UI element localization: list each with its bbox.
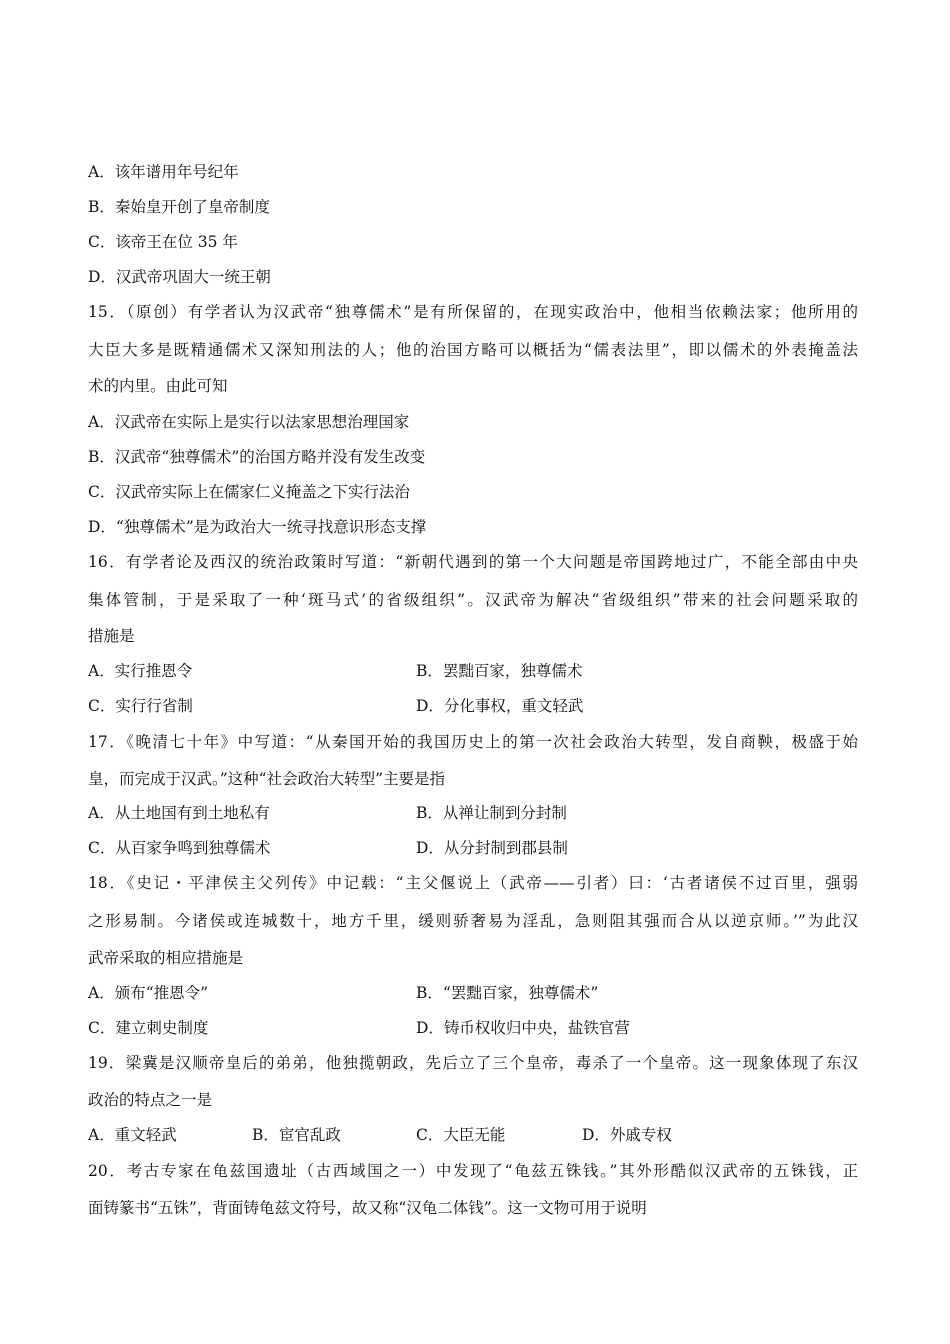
q17-stem-line-2: 皇，而完成于汉武。”这种“社会政治大转型”主要是指 — [88, 770, 446, 788]
q16-stem-line-3: 措施是 — [88, 627, 135, 645]
q15-stem-line-1: 15．（原创）有学者认为汉武帝“独尊儒术”是有所保留的，在现实政治中，他相当依赖法家；他所用的 — [88, 303, 858, 321]
q20-stem-line-2: 面铸篆书“五铢”，背面铸龟兹文符号，故又称“汉龟二体钱”。这一文物可用于说明 — [88, 1199, 647, 1217]
q19-stem-line-2: 政治的特点之一是 — [88, 1091, 213, 1109]
q18-stem-line-1: 18．《史记・平津侯主父列传》中记载：“主父偃说上（武帝——引者）曰：‘古者诸侯不过百里，强弱 — [88, 874, 858, 892]
q20-stem-line-1: 20．考古专家在龟兹国遗址（古西域国之一）中发现了“龟兹五铢钱。”其外形酷似汉武帝的五铢钱，正 — [88, 1162, 858, 1180]
q17-option-a: A．从土地国有到土地私有 — [88, 804, 270, 822]
q15-stem-line-2: 大臣大多是既精通儒术又深知刑法的人；他的治国方略可以概括为“儒表法里”，即以儒术的外表掩盖法 — [88, 341, 858, 359]
q15-option-c: C．汉武帝实际上在儒家仁义掩盖之下实行法治 — [88, 483, 410, 501]
q16-option-b: B．罢黜百家，独尊儒术 — [416, 662, 583, 680]
q17-options-row-2 — [88, 836, 858, 860]
q19-stem-line-1: 19．梁冀是汉顺帝皇后的弟弟，他独揽朝政，先后立了三个皇帝，毒杀了一个皇帝。这一现象体现了东汉 — [88, 1054, 858, 1072]
q15-option-a: A．汉武帝在实际上是实行以法家思想治理国家 — [88, 413, 410, 431]
q18-stem-line-2: 之形易制。今诸侯或连城数十，地方千里，缓则骄奢易为淫乱，急则阻其强而合从以逆京师。’”为此汉 — [88, 912, 858, 930]
q19-option-b: B．宦官乱政 — [252, 1126, 341, 1144]
q16-option-d: D．分化事权，重文轻武 — [416, 697, 584, 715]
q16-stem-line-2: 集体管制，于是采取了一种‘斑马式’的省级组织”。汉武帝为解决“省级组织”带来的社会问题采取的 — [88, 591, 858, 609]
q18-option-c: C．建立刺史制度 — [88, 1019, 209, 1037]
q18-options-row-2 — [88, 1016, 858, 1040]
q16-option-c: C．实行行省制 — [88, 697, 193, 715]
q19-options-row — [88, 1123, 858, 1147]
q14-option-c: C．该帝王在位 35 年 — [88, 233, 238, 251]
q16-option-a: A．实行推恩令 — [88, 662, 193, 680]
q15-stem-line-3: 术的内里。由此可知 — [88, 377, 228, 395]
q18-option-d: D．铸币权收归中央，盐铁官营 — [416, 1019, 630, 1037]
q17-option-d: D．从分封制到郡县制 — [416, 839, 568, 857]
q18-stem-line-3: 武帝采取的相应措施是 — [88, 949, 244, 967]
q15-option-b: B．汉武帝“独尊儒术”的治国方略并没有发生改变 — [88, 448, 426, 466]
q14-option-a: A．该年谱用年号纪年 — [88, 163, 239, 181]
q18-option-a: A．颁布“推恩令” — [88, 984, 209, 1002]
q16-stem-line-1: 16．有学者论及西汉的统治政策时写道：“新朝代遇到的第一个大问题是帝国跨地过广，不能全部由中央 — [88, 553, 858, 571]
q17-stem-line-1: 17．《晚清七十年》中写道：“从秦国开始的我国历史上的第一次社会政治大转型，发自商鞅，极盛于始 — [88, 733, 858, 751]
q18-options-row-1 — [88, 981, 858, 1005]
q14-option-b: B．秦始皇开创了皇帝制度 — [88, 198, 270, 216]
q16-options-row-2 — [88, 694, 858, 718]
q17-options-row-1 — [88, 801, 858, 825]
q19-option-a: A．重文轻武 — [88, 1126, 177, 1144]
q17-option-c: C．从百家争鸣到独尊儒术 — [88, 839, 271, 857]
q19-option-d: D．外戚专权 — [582, 1126, 672, 1144]
q19-option-c: C．大臣无能 — [416, 1126, 506, 1144]
q15-option-d: D．“独尊儒术”是为政治大一统寻找意识形态支撑 — [88, 518, 427, 536]
q14-option-d: D．汉武帝巩固大一统王朝 — [88, 268, 271, 286]
q18-option-b: B．“罢黜百家，独尊儒术” — [416, 984, 599, 1002]
q16-options-row-1 — [88, 659, 858, 683]
q17-option-b: B．从禅让制到分封制 — [416, 804, 567, 822]
